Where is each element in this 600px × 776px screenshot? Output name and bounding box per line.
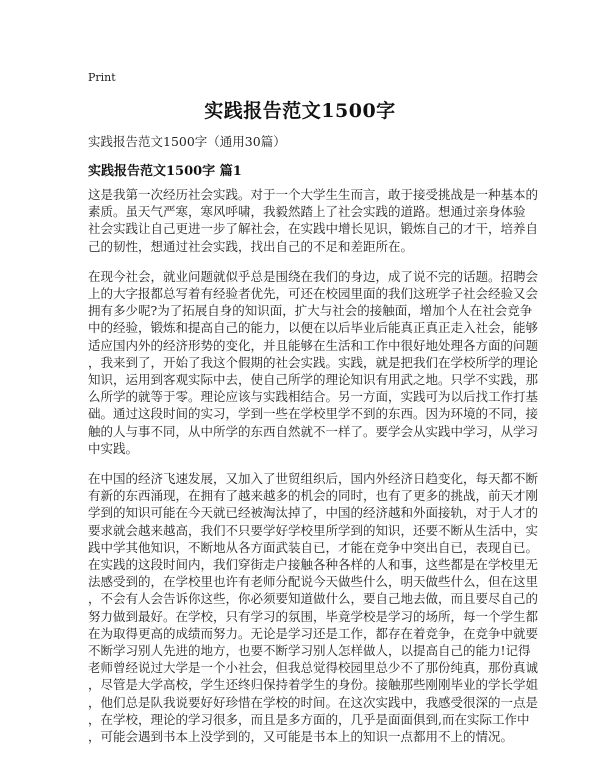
paragraph-line: 中实践。 xyxy=(88,440,139,456)
paragraph-line: 在实践的这段时间内，我们穿街走户接触各种各样的人和事，这些都是在学校里无 xyxy=(88,557,539,573)
paragraph-line: 法感受到的，在学校里也许有老师分配说今天做些什么，明天做些什么，但在这里 xyxy=(88,574,539,590)
paragraph-line: 不断学习别人先进的地方，也要不断学习别人怎样做人，以提高自己的能力!记得 xyxy=(88,643,531,659)
paragraph xyxy=(88,186,539,255)
document-body xyxy=(88,186,539,758)
paragraph-line: 在中国的经济飞速发展，又加入了世贸组织后，国内外经济日趋变化，每天都不断 xyxy=(88,471,539,487)
paragraph xyxy=(88,268,539,457)
paragraph-line: 在为取得更高的成绩而努力。无论是学习还是工作，都存在着竞争，在竞争中就要 xyxy=(88,625,539,641)
paragraph-line: 知识，运用到客观实际中去，使自己所学的理论知识有用武之地。只学不实践，那 xyxy=(88,372,539,388)
paragraph-line: ，在学校，理论的学习很多，而且是多方面的，几乎是面面俱到,而在实际工作中 xyxy=(88,711,530,727)
paragraph-line: ，不会有人会告诉你这些，你必须要知道做什么，要自己地去做，而且要尽自己的 xyxy=(88,591,539,607)
paragraph-line: 己的韧性，想通过社会实践，找出自己的不足和差距所在。 xyxy=(88,238,414,254)
print-link[interactable]: Print xyxy=(88,71,116,84)
paragraph-line: 触的人与事不同，从中所学的东西自然就不一样了。要学会从实践中学习，从学习 xyxy=(88,423,539,439)
paragraph-line: 社会实践让自己更进一步了解社会，在实践中增长见识，锻炼自己的才干，培养自 xyxy=(88,221,539,237)
paragraph-line: ，我来到了，开始了我这个假期的社会实践。实践，就是把我们在学校所学的理论 xyxy=(88,354,539,370)
paragraph-line: 老师曾经说过大学是一个小社会，但我总觉得校园里总少不了那份纯真，那份真诚 xyxy=(88,660,539,676)
paragraph-line: 上的大字报都总写着有经验者优先，可还在校园里面的我们这班学子社会经验又会 xyxy=(88,286,539,302)
paragraph-line: ，尽管是大学高校，学生还终归保持着学生的身份。接触那些刚刚毕业的学长学姐 xyxy=(88,677,539,693)
paragraph-line: ，可能会遇到书本上没学到的，又可能是书本上的知识一点都用不上的情况。 xyxy=(88,729,514,745)
paragraph-line: 努力做到最好。在学校，只有学习的氛围，毕竟学校是学习的场所，每一个学生都 xyxy=(88,608,539,624)
paragraph-line: 要求就会越来越高，我们不只要学好学校里所学到的知识，还要不断从生活中，实 xyxy=(88,522,539,538)
paragraph-line: 拥有多少呢?为了拓展自身的知识面，扩大与社会的接触面，增加个人在社会竞争 xyxy=(88,303,533,319)
paragraph-line: 这是我第一次经历社会实践。对于一个大学生生而言，敢于接受挑战是一种基本的 xyxy=(88,187,539,202)
paragraph-line: 素质。虽天气严寒，寒风呼啸，我毅然踏上了社会实践的道路。想通过亲身体验 xyxy=(88,204,526,220)
paragraph-line: 适应国内外的经济形势的变化，并且能够在生活和工作中很好地处理各方面的问题 xyxy=(88,337,539,353)
paragraph-line: 础。通过这段时间的实习，学到一些在学校里学不到的东西。因为环境的不同，接 xyxy=(88,406,539,422)
paragraph-line: 么所学的就等于零。理论应该与实践相结合。另一方面，实践可为以后找工作打基 xyxy=(88,389,539,405)
paragraph-line: 践中学其他知识，不断地从各方面武装自已，才能在竞争中突出自已，表现自已。 xyxy=(88,539,539,555)
paragraph-line: 学到的知识可能在今天就已经被淘汰掉了，中国的经济越和外面接轨，对于人才的 xyxy=(88,505,539,521)
document-title: 实践报告范文1500字 xyxy=(204,100,396,122)
paragraph-line: 有新的东西涌现，在拥有了越来越多的机会的同时，也有了更多的挑战，前天才刚 xyxy=(88,488,539,504)
paragraph xyxy=(88,470,539,745)
document-subtitle: 实践报告范文1500字（通用30篇） xyxy=(88,134,286,149)
section-heading: 实践报告范文1500字 篇1 xyxy=(88,164,242,179)
paragraph-line: 在现今社会，就业问题就似乎总是围绕在我们的身边，成了说不完的话题。招聘会 xyxy=(88,268,539,284)
paragraph-line: 中的经验，锻炼和提高自己的能力，以便在以后毕业后能真正真正走入社会，能够 xyxy=(88,320,539,336)
paragraph-line: ，他们总是队我说要好好珍惜在学校的时间。在这次实践中，我感受很深的一点是 xyxy=(88,694,539,710)
